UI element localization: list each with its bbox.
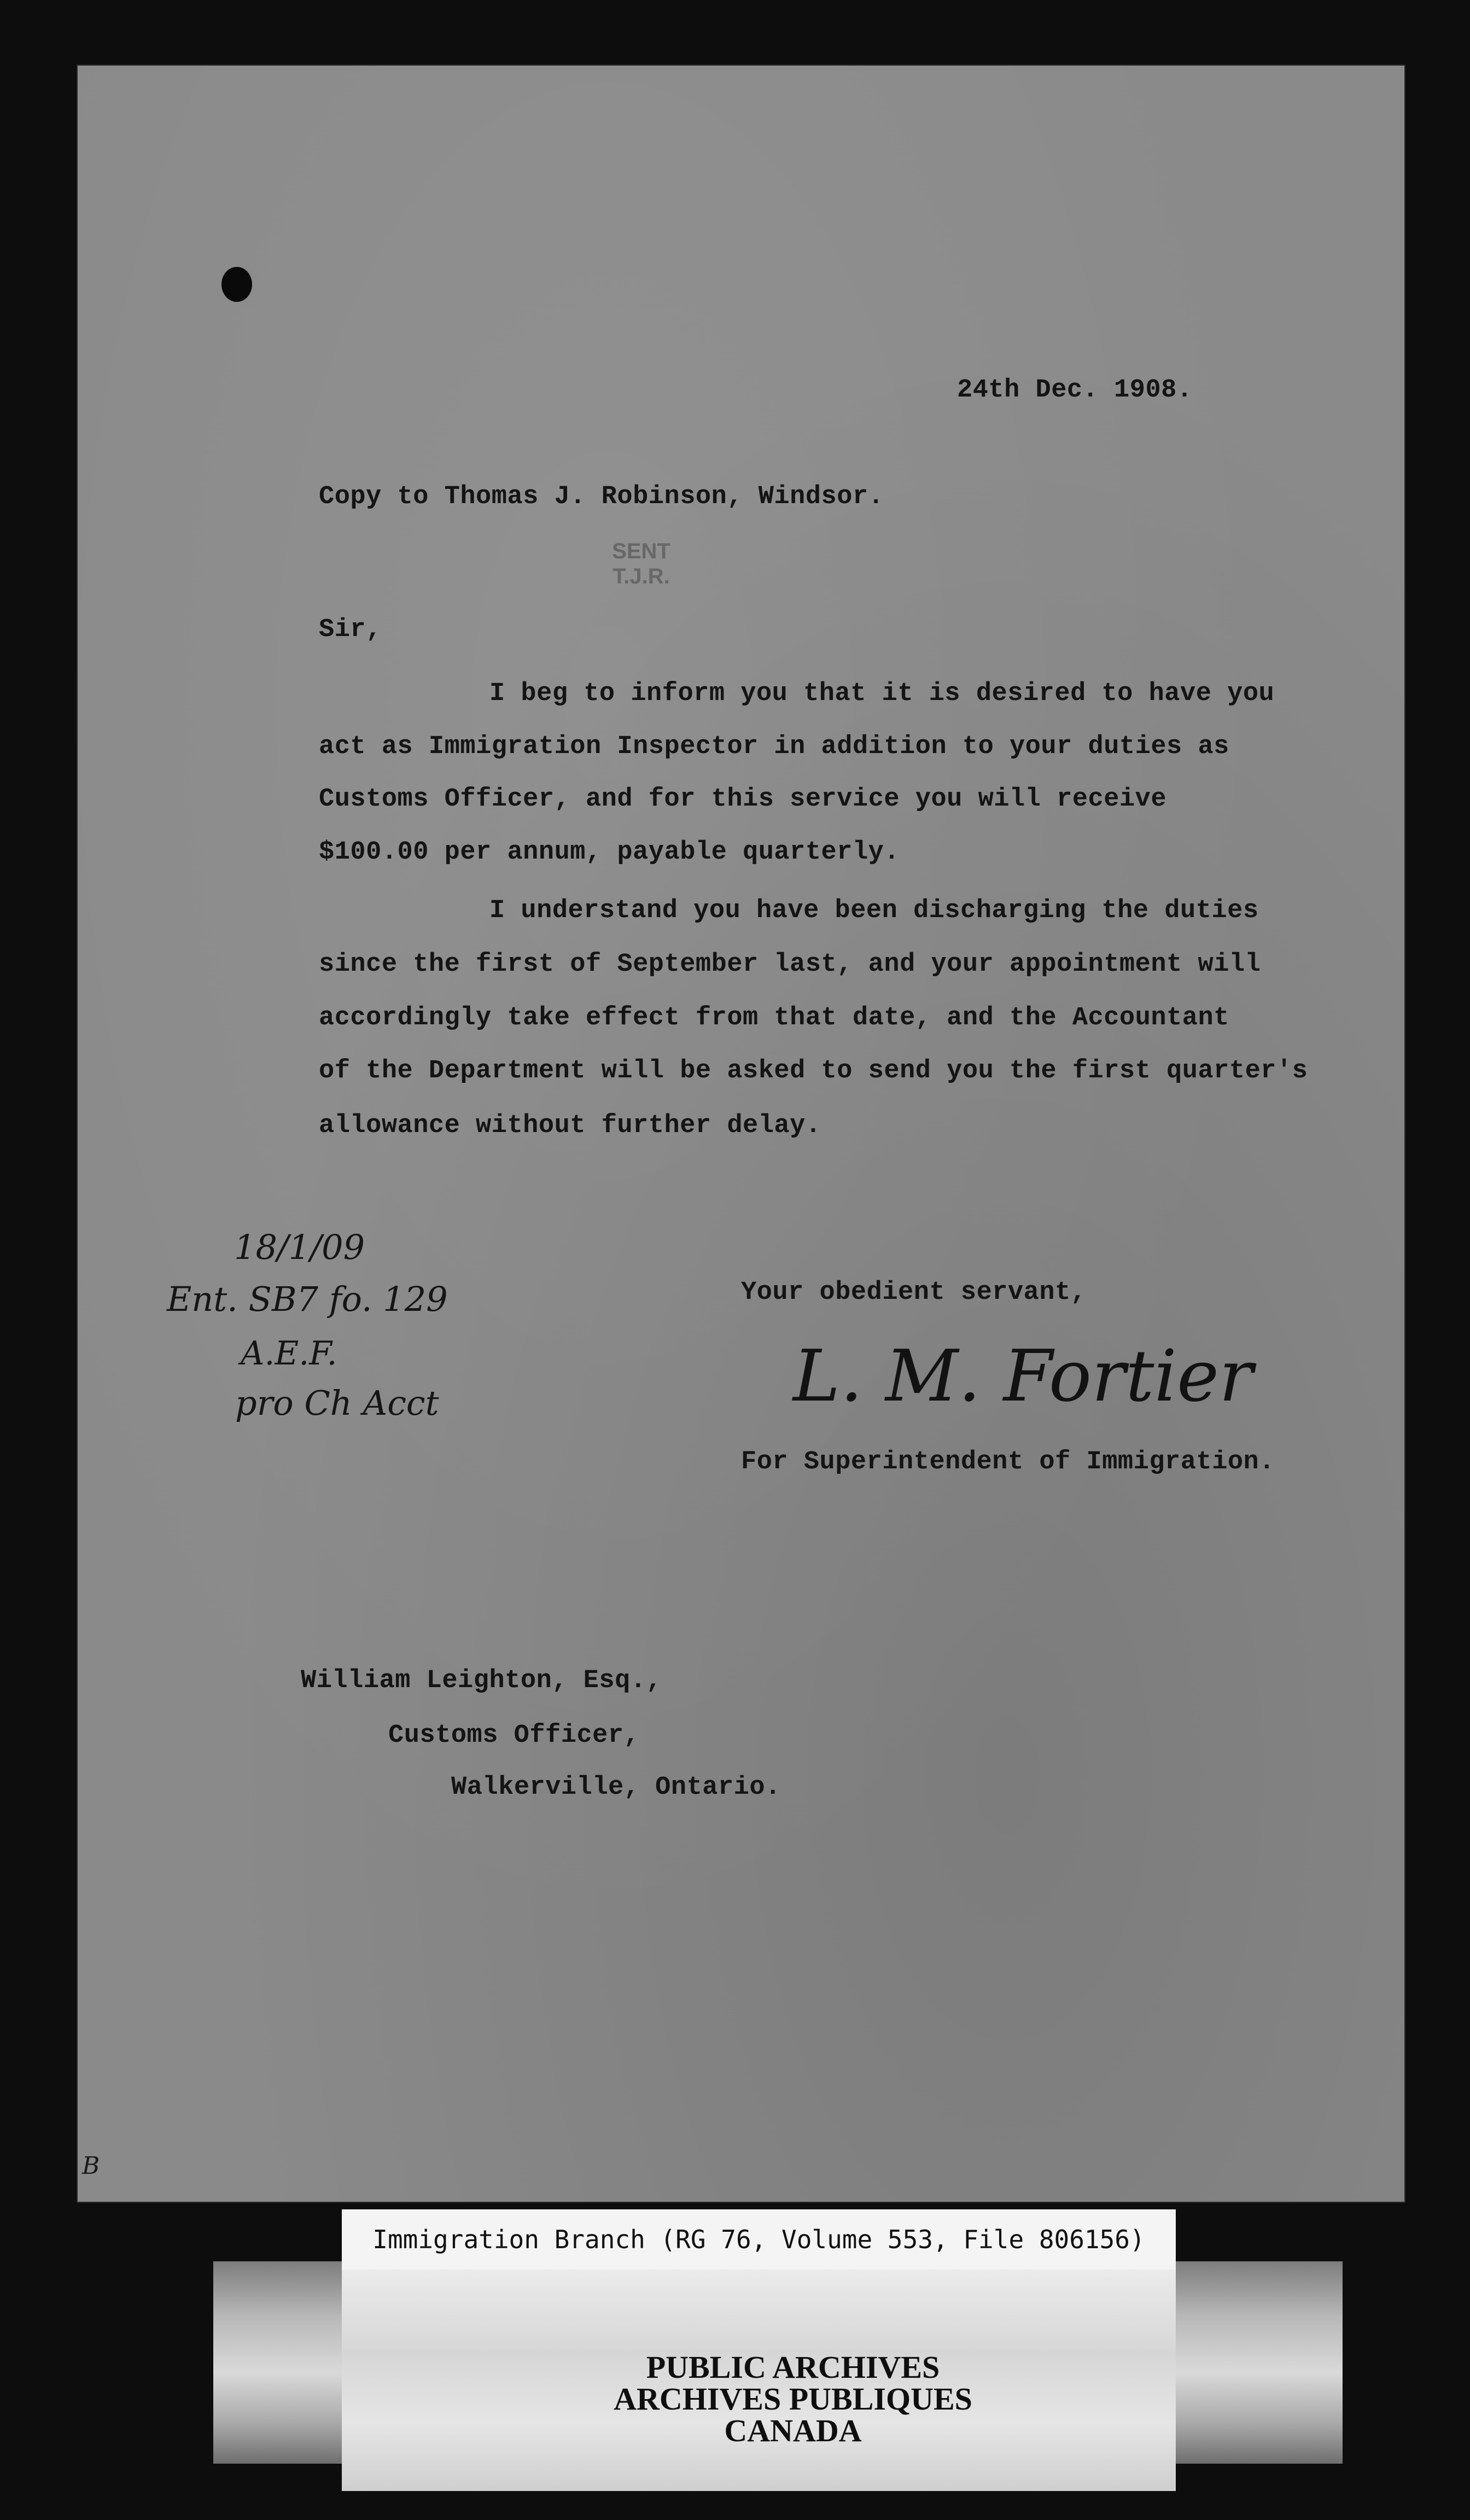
- copy-to-line: Copy to Thomas J. Robinson, Windsor.: [319, 482, 884, 511]
- body-line-2: act as Immigration Inspector in addition to your duties as: [319, 732, 1229, 761]
- body-line-4: $100.00 per annum, payable quarterly.: [319, 838, 900, 867]
- margin-note-date: 18/1/09: [234, 1227, 365, 1267]
- body-line-3: Customs Officer, and for this service you will receive: [319, 785, 1167, 814]
- archives-line-1: PUBLIC ARCHIVES: [646, 2349, 940, 2385]
- archives-line-3: CANADA: [724, 2413, 862, 2448]
- sent-stamp: [593, 539, 689, 599]
- stamp-line-1: SENT: [612, 539, 670, 563]
- archives-line-2: ARCHIVES PUBLIQUES: [614, 2381, 972, 2417]
- body-line-8: of the Department will be asked to send you the first quarter's: [319, 1057, 1308, 1086]
- body-line-6: since the first of September last, and your appointment will: [319, 950, 1261, 979]
- body-line-5: I understand you have been discharging the duties: [489, 896, 1259, 925]
- archive-caption: Immigration Branch (RG 76, Volume 553, File 806156): [342, 2209, 1176, 2270]
- salutation: Sir,: [319, 615, 382, 644]
- margin-note-account: pro Ch Acct: [235, 1383, 439, 1423]
- punch-hole: [221, 267, 252, 302]
- body-line-7: accordingly take effect from that date, and the Accountant: [319, 1004, 1229, 1032]
- addressee-position: Customs Officer,: [388, 1721, 640, 1750]
- body-line-9: allowance without further delay.: [319, 1111, 821, 1140]
- margin-note-initials: A.E.F.: [241, 1334, 337, 1373]
- letter-date: 24th Dec. 1908.: [957, 376, 1193, 405]
- addressee-location: Walkerville, Ontario.: [451, 1773, 781, 1802]
- signer-title: For Superintendent of Immigration.: [741, 1448, 1275, 1477]
- stamp-line-2: T.J.R.: [612, 564, 670, 588]
- public-archives-label: [492, 2349, 1094, 2448]
- closing: Your obedient servant,: [741, 1278, 1087, 1307]
- body-line-1: I beg to inform you that it is desired to have you: [489, 679, 1275, 708]
- signature: L. M. Fortier: [793, 1334, 1253, 1418]
- corner-mark: B: [82, 2152, 100, 2180]
- addressee-name: William Leighton, Esq.,: [301, 1666, 662, 1695]
- margin-note-entry: Ent. SB7 fo. 129: [167, 1279, 448, 1319]
